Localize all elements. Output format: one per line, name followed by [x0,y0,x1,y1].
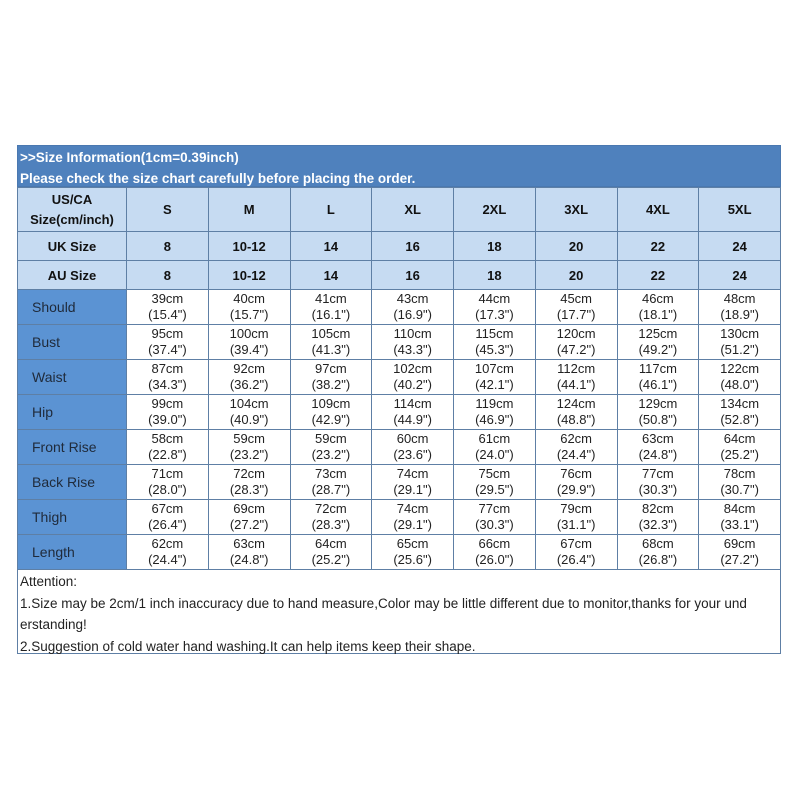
cm-value: 117cm [638,361,677,376]
inch-value: (26.4") [148,517,187,532]
measurement-cell [535,430,617,465]
measurement-cell [372,465,454,500]
measurement-cell [535,535,617,570]
inch-value: (40.9") [229,412,269,427]
measurement-cell [617,430,699,465]
measurement-cell [290,430,372,465]
measurement-row [18,325,781,360]
measurement-cell [372,290,454,325]
inch-value: (15.4") [148,307,187,322]
measurement-cell [208,430,290,465]
header-label-line1: US/CA [51,191,93,207]
inch-value: (25.2") [311,552,351,567]
measurement-cell [535,360,617,395]
measurement-label: Hip [18,395,127,430]
inch-value: (24.8") [229,552,269,567]
measurement-cell [208,535,290,570]
inch-value: (23.6") [393,447,432,462]
inch-value: (18.9") [720,307,759,322]
cm-value: 62cm [560,431,593,446]
size-header-row [18,188,781,232]
measurement-cell [127,465,209,500]
inch-value: (48.8") [556,412,596,427]
cm-value: 40cm [233,291,266,306]
inch-value: (26.0") [475,552,514,567]
cm-value: 65cm [396,536,429,551]
measurement-cell [699,535,781,570]
inch-value: (17.3") [475,307,514,322]
inch-value: (24.4") [148,552,187,567]
cm-value: 43cm [396,291,429,306]
measurement-cell [372,430,454,465]
measurement-cell [290,500,372,535]
cm-value: 44cm [478,291,511,306]
uk-size-cell: 18 [454,232,536,261]
cm-value: 45cm [560,291,593,306]
cm-value: 124cm [556,396,596,411]
uk-size-cell: 14 [290,232,372,261]
measurement-cell [454,430,536,465]
measurement-cell [127,360,209,395]
inch-value: (37.4") [148,342,187,357]
cm-value: 110cm [393,326,432,341]
cm-value: 92cm [233,361,266,376]
cm-value: 71cm [151,466,184,481]
au-size-label: AU Size [18,261,127,290]
inch-value: (30.3") [475,517,514,532]
size-table [17,187,781,570]
measurement-cell [454,465,536,500]
cm-value: 72cm [314,501,347,516]
cm-value: 104cm [229,396,269,411]
measurement-cell [208,500,290,535]
au-size-cell: 14 [290,261,372,290]
cm-value: 60cm [396,431,429,446]
inch-value: (17.7") [556,307,596,322]
inch-value: (28.3") [229,482,269,497]
note-2: 2.Suggestion of cold water hand washing.It can help items keep their shape. [20,638,476,654]
inch-value: (15.7") [229,307,269,322]
measurement-row [18,430,781,465]
inch-value: (34.3") [148,377,187,392]
uk-size-cell: 8 [127,232,209,261]
cm-value: 109cm [311,396,351,411]
cm-value: 97cm [314,361,347,376]
measurement-cell [617,535,699,570]
measurement-cell [372,500,454,535]
measurement-cell [290,535,372,570]
measurement-label: Length [18,535,127,570]
measurement-cell [372,360,454,395]
measurement-cell [535,395,617,430]
measurement-cell [535,325,617,360]
uk-size-row [18,232,781,261]
cm-value: 67cm [151,501,184,516]
inch-value: (38.2") [311,377,351,392]
inch-value: (28.0") [148,482,187,497]
cm-value: 134cm [720,396,760,411]
measurement-cell [290,360,372,395]
cm-value: 72cm [233,466,266,481]
measurement-cell [290,395,372,430]
note-1: 1.Size may be 2cm/1 inch inaccuracy due to hand measure,Color may be little different due to monitor,thanks for your und [20,595,747,611]
size-header-cell: L [290,188,372,232]
measurement-cell [208,290,290,325]
cm-value: 75cm [478,466,511,481]
measurement-cell [617,500,699,535]
cm-value: 112cm [557,361,596,376]
measurement-cell [127,535,209,570]
au-size-cell: 8 [127,261,209,290]
measurement-cell [454,500,536,535]
banner-title: >>Size Information(1cm=0.39inch) [20,150,239,165]
measurement-row [18,465,781,500]
inch-value: (23.2") [229,447,269,462]
inch-value: (45.3") [475,342,514,357]
measurement-label: Back Rise [18,465,127,500]
cm-value: 120cm [556,326,596,341]
measurement-cell [127,325,209,360]
measurement-row [18,535,781,570]
inch-value: (52.8") [720,412,759,427]
cm-value: 74cm [396,466,429,481]
uk-size-label: UK Size [18,232,127,261]
inch-value: (40.2") [393,377,432,392]
cm-value: 46cm [641,291,674,306]
inch-value: (41.3") [311,342,351,357]
cm-value: 77cm [641,466,674,481]
cm-value: 48cm [723,291,756,306]
measurement-cell [372,395,454,430]
measurement-cell [535,290,617,325]
cm-value: 63cm [233,536,266,551]
au-size-cell: 10-12 [208,261,290,290]
cm-value: 105cm [311,326,351,341]
measurement-cell [372,325,454,360]
uk-size-cell: 10-12 [208,232,290,261]
inch-value: (30.7") [720,482,759,497]
size-chart [17,145,781,654]
cm-value: 68cm [641,536,674,551]
measurement-cell [372,535,454,570]
measurement-label: Bust [18,325,127,360]
cm-value: 107cm [474,361,514,376]
measurement-cell [617,465,699,500]
measurement-cell [699,325,781,360]
cm-value: 99cm [151,396,184,411]
inch-value: (30.3") [638,482,678,497]
inch-value: (26.8") [638,552,678,567]
measurement-cell [699,430,781,465]
inch-value: (16.1") [311,307,351,322]
size-header-cell: 3XL [535,188,617,232]
measurement-cell [290,465,372,500]
measurement-row [18,500,781,535]
measurement-cell [617,395,699,430]
inch-value: (27.2") [720,552,759,567]
cm-value: 119cm [475,396,514,411]
inch-value: (43.3") [393,342,432,357]
cm-value: 114cm [393,396,432,411]
cm-value: 58cm [151,431,184,446]
cm-value: 67cm [560,536,593,551]
au-size-cell: 24 [699,261,781,290]
header-label-line2: Size(cm/inch) [30,211,114,227]
cm-value: 59cm [233,431,266,446]
inch-value: (44.1") [556,377,596,392]
cm-value: 69cm [723,536,756,551]
cm-value: 100cm [229,326,269,341]
measurement-cell [699,360,781,395]
inch-value: (36.2") [229,377,269,392]
cm-value: 95cm [151,326,184,341]
uk-size-cell: 16 [372,232,454,261]
au-size-cell: 20 [535,261,617,290]
measurement-cell [127,395,209,430]
size-header-cell: XL [372,188,454,232]
cm-value: 125cm [638,326,678,341]
cm-value: 73cm [314,466,347,481]
inch-value: (24.4") [556,447,596,462]
banner-subtitle: Please check the size chart carefully before placing the order. [20,171,416,186]
cm-value: 82cm [641,501,674,516]
inch-value: (26.4") [556,552,596,567]
inch-value: (25.2") [720,447,759,462]
measurement-label: Thigh [18,500,127,535]
us-ca-size-label [18,188,127,232]
measurement-cell [208,360,290,395]
measurement-cell [208,465,290,500]
inch-value: (27.2") [229,517,269,532]
size-header-cell: M [208,188,290,232]
inch-value: (16.9") [393,307,432,322]
cm-value: 64cm [314,536,347,551]
measurement-cell [290,290,372,325]
inch-value: (29.9") [556,482,596,497]
notes-title: Attention: [20,574,78,589]
measurement-row [18,290,781,325]
inch-value: (39.0") [148,412,187,427]
cm-value: 115cm [475,326,514,341]
inch-value: (42.9") [311,412,351,427]
au-size-cell: 16 [372,261,454,290]
uk-size-cell: 22 [617,232,699,261]
measurement-cell [208,395,290,430]
au-size-row [18,261,781,290]
measurement-cell [454,395,536,430]
measurement-label: Front Rise [18,430,127,465]
measurement-label: Waist [18,360,127,395]
inch-value: (23.2") [311,447,351,462]
inch-value: (28.3") [311,517,351,532]
inch-value: (18.1") [638,307,678,322]
cm-value: 41cm [314,291,347,306]
measurement-cell [699,500,781,535]
inch-value: (29.1") [393,517,432,532]
inch-value: (42.1") [475,377,514,392]
inch-value: (32.3") [638,517,678,532]
inch-value: (24.8") [638,447,678,462]
cm-value: 66cm [478,536,511,551]
cm-value: 78cm [723,466,756,481]
size-header-cell: 4XL [617,188,699,232]
measurement-cell [208,325,290,360]
inch-value: (31.1") [556,517,596,532]
measurement-cell [454,360,536,395]
inch-value: (44.9") [393,412,432,427]
cm-value: 76cm [560,466,593,481]
cm-value: 61cm [478,431,511,446]
measurement-cell [454,290,536,325]
inch-value: (49.2") [638,342,678,357]
cm-value: 74cm [396,501,429,516]
inch-value: (47.2") [556,342,596,357]
au-size-cell: 22 [617,261,699,290]
size-info-banner [17,145,781,187]
size-header-cell: S [127,188,209,232]
measurement-cell [617,360,699,395]
au-size-cell: 18 [454,261,536,290]
inch-value: (22.8") [148,447,187,462]
cm-value: 130cm [720,326,760,341]
inch-value: (51.2") [720,342,759,357]
uk-size-cell: 20 [535,232,617,261]
cm-value: 77cm [478,501,511,516]
inch-value: (29.1") [393,482,432,497]
cm-value: 84cm [723,501,756,516]
inch-value: (39.4") [229,342,269,357]
measurement-row [18,360,781,395]
measurement-cell [699,395,781,430]
inch-value: (33.1") [720,517,759,532]
measurement-cell [127,500,209,535]
cm-value: 59cm [314,431,347,446]
inch-value: (48.0") [720,377,759,392]
measurement-label: Should [18,290,127,325]
measurement-cell [617,325,699,360]
cm-value: 39cm [151,291,184,306]
note-1-continued: erstanding! [20,617,87,632]
inch-value: (29.5") [475,482,514,497]
measurement-cell [617,290,699,325]
cm-value: 63cm [641,431,674,446]
measurement-cell [290,325,372,360]
uk-size-cell: 24 [699,232,781,261]
measurement-cell [127,430,209,465]
measurement-row [18,395,781,430]
cm-value: 122cm [720,361,760,376]
measurement-cell [454,535,536,570]
measurement-cell [535,465,617,500]
measurement-cell [535,500,617,535]
cm-value: 64cm [723,431,756,446]
measurement-cell [699,465,781,500]
inch-value: (28.7") [311,482,351,497]
measurement-cell [127,290,209,325]
inch-value: (46.1") [638,377,678,392]
inch-value: (25.6") [393,552,432,567]
size-header-cell: 2XL [454,188,536,232]
cm-value: 129cm [638,396,678,411]
measurement-cell [699,290,781,325]
measurement-cell [454,325,536,360]
inch-value: (46.9") [475,412,514,427]
cm-value: 79cm [560,501,593,516]
attention-notes [17,570,781,654]
inch-value: (24.0") [475,447,514,462]
cm-value: 69cm [233,501,266,516]
size-header-cell: 5XL [699,188,781,232]
cm-value: 87cm [151,361,184,376]
cm-value: 62cm [151,536,184,551]
inch-value: (50.8") [638,412,678,427]
cm-value: 102cm [393,361,433,376]
